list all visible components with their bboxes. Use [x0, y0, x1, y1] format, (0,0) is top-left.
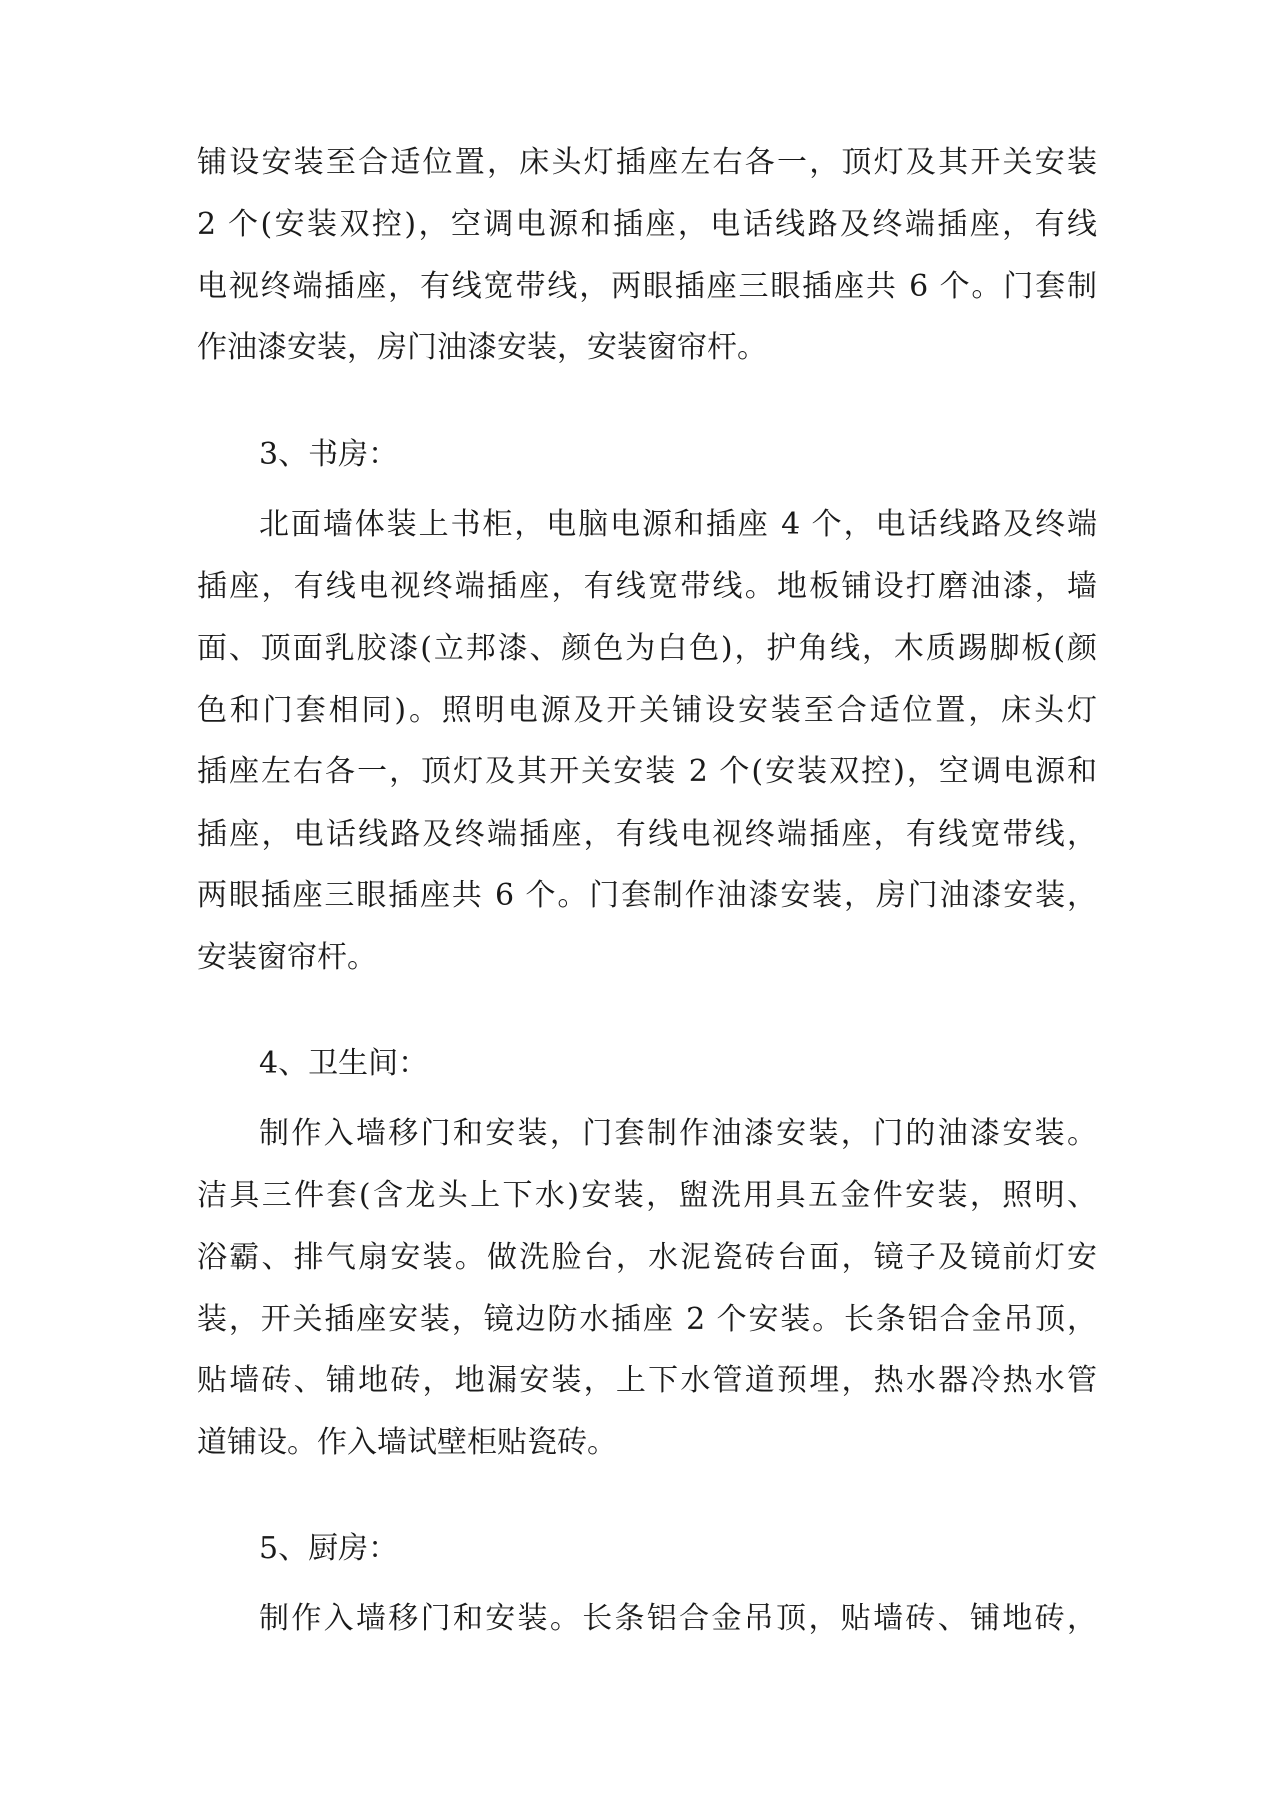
text-line: 电视终端插座，有线宽带线，两眼插座三眼插座共 6 个。门套制: [197, 269, 1097, 304]
text-line: 铺设安装至合适位置，床头灯插座左右各一，顶灯及其开关安装: [197, 145, 1097, 180]
text-line: 洁具三件套(含龙头上下水)安装，盥洗用具五金件安装，照明、: [197, 1178, 1097, 1213]
text-line: 制作入墙移门和安装。长条铝合金吊顶，贴墙砖、铺地砖，: [259, 1601, 1097, 1636]
section-heading-kitchen: 5、厨房：: [259, 1531, 399, 1566]
text-line: 插座，有线电视终端插座，有线宽带线。地板铺设打磨油漆，墙: [197, 569, 1097, 604]
text-line: 插座，电话线路及终端插座，有线电视终端插座，有线宽带线，: [197, 817, 1097, 852]
text-line: 制作入墙移门和安装，门套制作油漆安装，门的油漆安装。: [259, 1116, 1097, 1151]
section-heading-study: 3、书房：: [259, 437, 399, 472]
text-line: 2 个(安装双控)，空调电源和插座，电话线路及终端插座，有线: [197, 207, 1097, 242]
text-line: 两眼插座三眼插座共 6 个。门套制作油漆安装，房门油漆安装，: [197, 878, 1097, 913]
text-line: 安装窗帘杆。: [197, 940, 377, 975]
text-line: 北面墙体装上书柜，电脑电源和插座 4 个，电话线路及终端: [259, 507, 1097, 542]
text-line: 作油漆安装，房门油漆安装，安装窗帘杆。: [197, 330, 767, 365]
text-line: 道铺设。作入墙试壁柜贴瓷砖。: [197, 1425, 617, 1460]
text-line: 面、顶面乳胶漆(立邦漆、颜色为白色)，护角线，木质踢脚板(颜: [197, 631, 1097, 666]
text-line: 贴墙砖、铺地砖，地漏安装，上下水管道预埋，热水器冷热水管: [197, 1363, 1097, 1398]
text-line: 装，开关插座安装，镜边防水插座 2 个安装。长条铝合金吊顶，: [197, 1302, 1097, 1337]
text-line: 浴霸、排气扇安装。做洗脸台，水泥瓷砖台面，镜子及镜前灯安: [197, 1240, 1097, 1275]
section-heading-bathroom: 4、卫生间：: [259, 1046, 429, 1081]
text-line: 插座左右各一，顶灯及其开关安装 2 个(安装双控)，空调电源和: [197, 754, 1097, 789]
text-line: 色和门套相同)。照明电源及开关铺设安装至合适位置，床头灯: [197, 693, 1097, 728]
